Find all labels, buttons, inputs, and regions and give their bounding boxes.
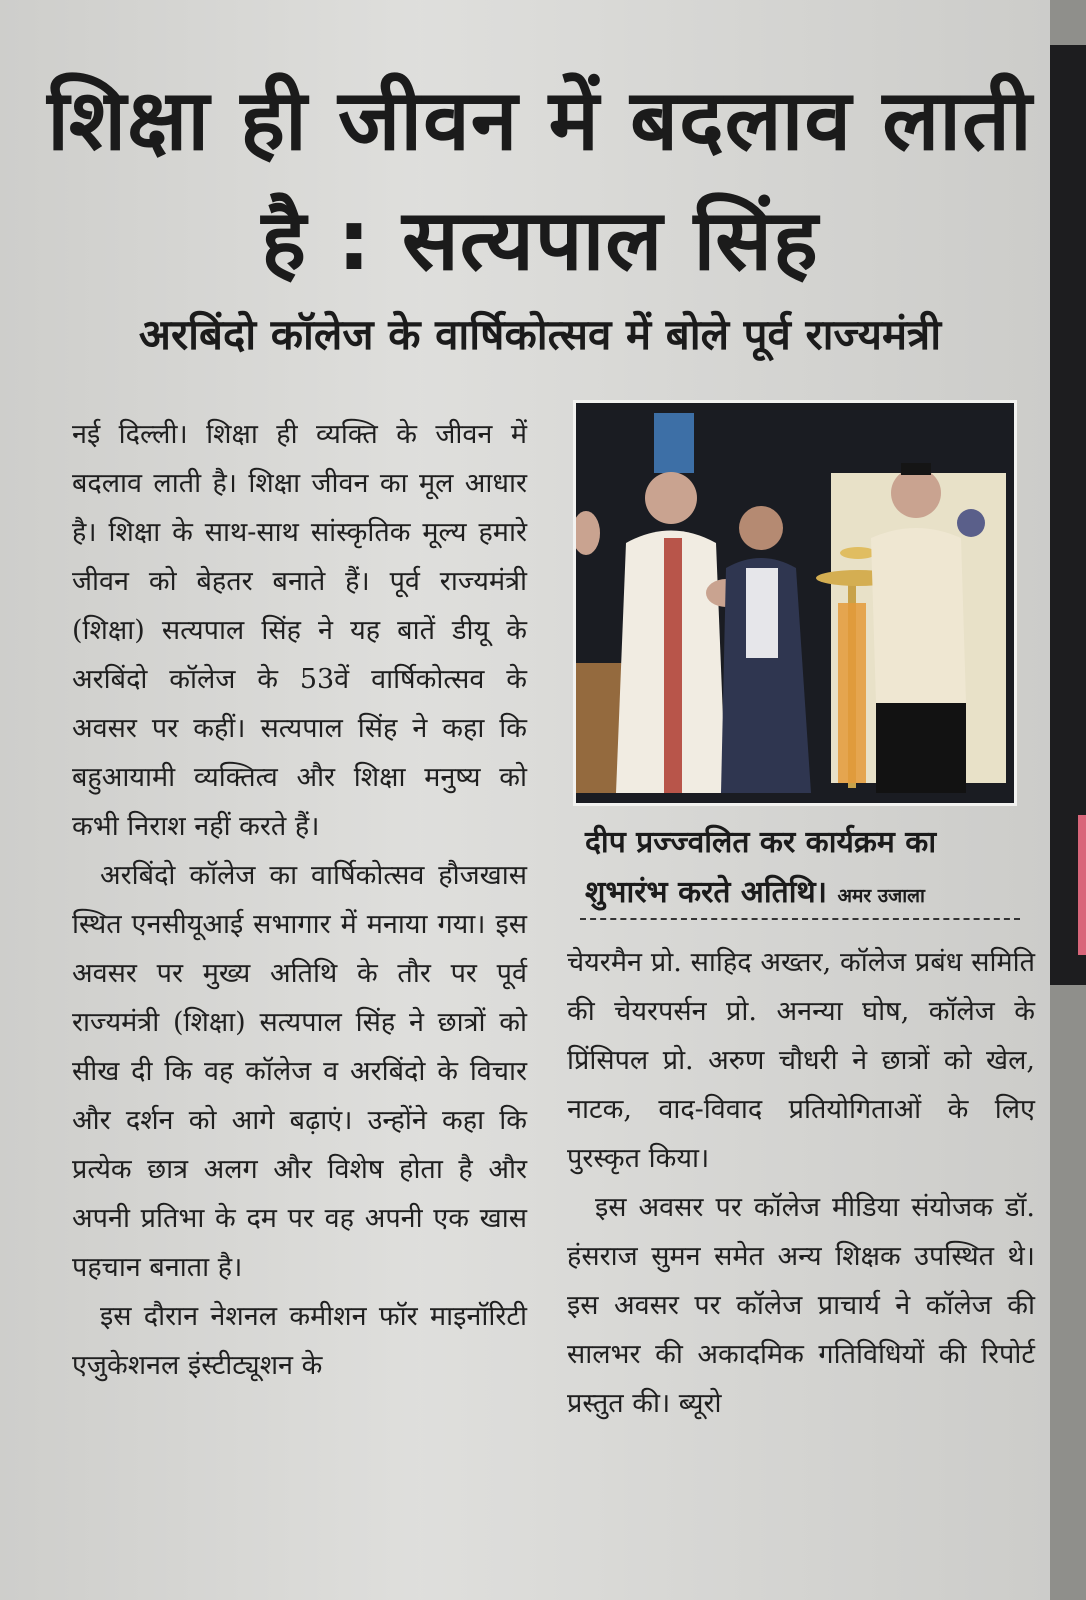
subheadline: अरबिंदो कॉलेज के वार्षिकोत्सव में बोले पूर्व राज्यमंत्री [138,310,942,359]
caption-text: दीप प्रज्ज्वलित कर कार्यक्रम का शुभारंभ करते अतिथि। [585,825,937,910]
photo-illustration [576,403,1014,803]
paragraph: नई दिल्ली। शिक्षा ही व्यक्ति के जीवन में बदलाव लाती है। शिक्षा जीवन का मूल आधार है। शिक्षा के साथ-साथ सांस्कृतिक मूल्य हमारे जीवन को बेहतर बनाते हैं। पूर्व राज्यमंत्री (शिक्षा) सत्यपाल सिंह ने यह बातें डीयू के अरबिंदो कॉलेज के 53वें वार्षिकोत्सव के अवसर पर कहीं। सत्यपाल सिंह ने कहा कि बहुआयामी व्यक्तित्व और शिक्षा मनुष्य को कभी निराश नहीं करते हैं। [72,419,527,842]
adjacent-page-color-strip [1078,815,1086,955]
paragraph: अरबिंदो कॉलेज का वार्षिकोत्सव हौजखास स्थित एनसीयूआई सभागार में मनाया गया। इस अवसर पर मुख्य अतिथि के तौर पर पूर्व राज्यमंत्री (शिक्षा) सत्यपाल सिंह ने छात्रों को सीख दी कि वह कॉलेज व अरबिंदो के विचार और दर्शन को आगे बढ़ाएं। उन्होंने कहा कि प्रत्येक छात्र अलग और विशेष होता है और अपनी प्रतिभा के दम पर वह अपनी एक खास पहचान बनाता है। [72,860,527,1283]
paragraph: चेयरमैन प्रो. साहिद अख्तर, कॉलेज प्रबंध समिति की चेयरपर्सन प्रो. अनन्या घोष, कॉलेज के प्रिंसिपल प्रो. अरुण चौधरी ने छात्रों को खेल, नाटक, वाद-विवाद प्रतियोगिताओं के लिए पुरस्कृत किया। [567,947,1035,1174]
article-column-right [567,938,1035,1428]
paragraph: इस अवसर पर कॉलेज मीडिया संयोजक डॉ. हंसराज सुमन समेत अन्य शिक्षक उपस्थित थे। इस अवसर पर कॉलेज प्राचार्य ने कॉलेज की सालभर की अकादमिक गतिविधियों की रिपोर्ट प्रस्तुत की। ब्यूरो [567,1192,1035,1419]
caption-divider [580,918,1020,920]
photo-caption [585,818,1015,921]
paragraph: इस दौरान नेशनल कमीशन फॉर माइनॉरिटी एजुकेशनल इंस्टीट्यूशन के [72,1301,527,1381]
article-column-left [72,410,527,1390]
photo-credit: अमर उजाला [837,885,925,907]
news-photo [573,400,1017,806]
headline: शिक्षा ही जीवन में बदलाव लाती है : सत्यपाल सिंह [47,71,1033,289]
